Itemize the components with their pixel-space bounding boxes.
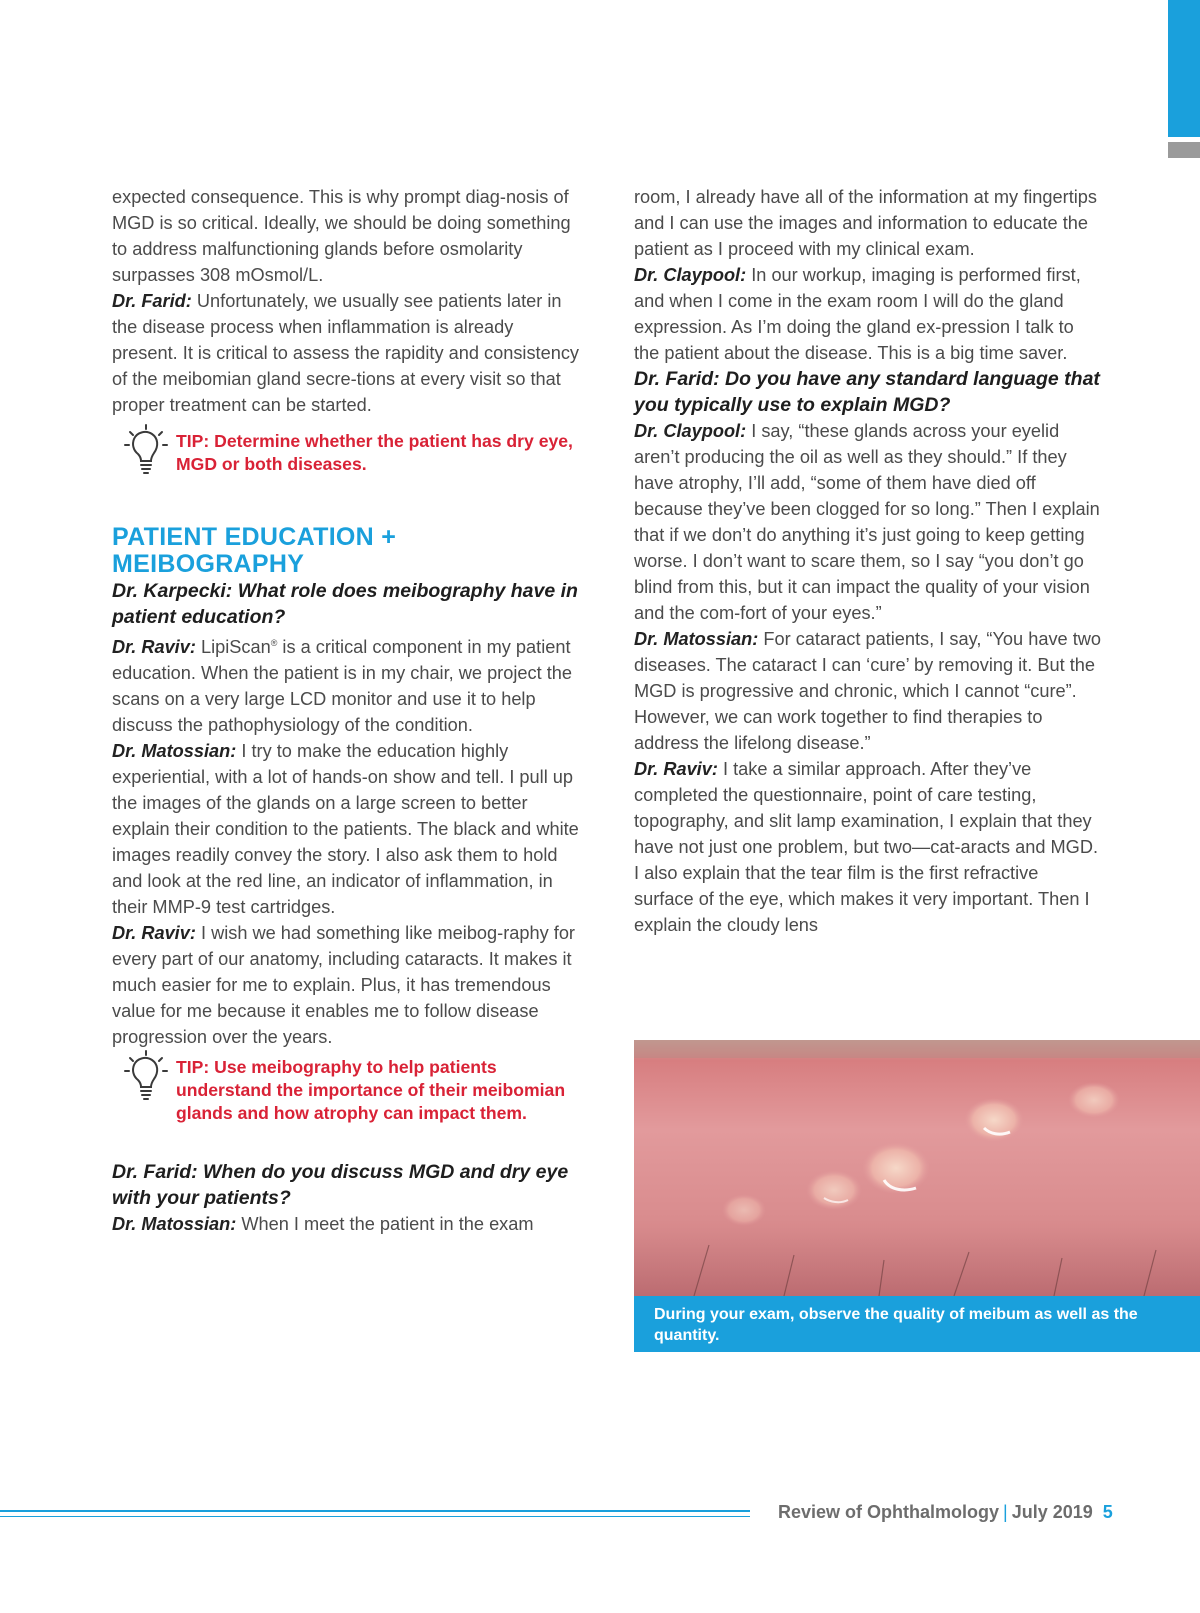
paragraph (112, 1211, 582, 1237)
lightbulb-icon (124, 1050, 168, 1104)
paragraph (112, 738, 582, 920)
paragraph (634, 626, 1102, 756)
edge-tab-gray (1168, 142, 1200, 158)
paragraph-text: is a critical component in my patient education. When the patient is in my chair, we project the scans on a very large LCD monitor and use it to help discuss the pathophysiology of the condition. (112, 637, 572, 736)
speaker-label: Dr. Raviv: (112, 637, 196, 658)
interview-question: Dr. Farid: Do you have any standard language that you typically use to explain MGD? (634, 368, 1100, 416)
publication-name: Review of Ophthalmology (778, 1502, 1000, 1522)
paragraph (634, 262, 1102, 366)
tip-box (112, 430, 582, 476)
paragraph-text: LipiScan (195, 637, 271, 658)
tip-text: TIP: Use meibography to help patients understand the importance of their meibomian glands and how atrophy can impact them. (176, 1057, 566, 1124)
tip-text: TIP: Determine whether the patient has dry eye, MGD or both diseases. (176, 431, 573, 474)
paragraph: room, I already have all of the information at my fingertips and I can use the images and information to educate the patient as I proceed with my clinical exam. (634, 187, 1097, 259)
paragraph-text: For cataract patients, I say, “You have two diseases. The cataract I can ‘cure’ by removing it. But the MGD is progressive and chronic, which I cannot “cure”. However, we can work together to find therapies to address the lifelong disease.” (634, 629, 1102, 753)
page-footer (778, 1502, 1113, 1523)
paragraph: expected consequence. This is why prompt diag-nosis of MGD is so critical. Ideally, we should be doing something to address malfunctioning glands before osmolarity surpasses 308 mOsmol/L. (112, 187, 571, 285)
interview-question: Dr. Karpecki: What role does meibography have in patient education? (112, 580, 578, 628)
paragraph (634, 418, 1102, 626)
paragraph (112, 288, 582, 418)
speaker-label: Dr. Raviv: (634, 759, 718, 779)
section-title (112, 524, 582, 578)
right-column (634, 184, 1102, 938)
paragraph-text: When I meet the patient in the exam (236, 1214, 534, 1235)
speaker-label: Dr. Matossian: (112, 1214, 237, 1235)
paragraph-text: I take a similar approach. After they’ve completed the questionnaire, point of care testing, topography, and slit lamp examination, I explain that they have not just one problem, but two—cat-aracts and MGD. I also explain that the tear film is the first refractive surface of the eye, which makes it very important. Then I explain the cloudy lens (634, 759, 1099, 935)
section-title-line: PATIENT EDUCATION + (112, 523, 397, 551)
issue-date: July 2019 (1011, 1502, 1093, 1522)
paragraph (112, 630, 582, 738)
speaker-label: Dr. Farid: (112, 291, 192, 311)
footer-rule (0, 1510, 750, 1512)
speaker-label: Dr. Matossian: (112, 741, 237, 762)
page-number: 5 (1102, 1502, 1113, 1522)
paragraph-text: I wish we had something like meibog-raphy for every part of our anatomy, including cataracts. It makes it much easier for me to explain. Plus, it has tremendous value for me because it enables me to follow disease progression over the years. (112, 923, 575, 1048)
speaker-label: Dr. Claypool: (634, 421, 747, 441)
paragraph-text: In our workup, imaging is performed first, and when I come in the exam room I will do the gland expression. As I’m doing the gland ex-pression I talk to the patient about the disease. This is a big time saver. (634, 265, 1081, 363)
tip-box (112, 1056, 582, 1125)
registered-mark: ® (270, 638, 278, 648)
photo-caption: During your exam, observe the quality of meibum as well as the quantity. (634, 1296, 1200, 1352)
speaker-label: Dr. Matossian: (634, 629, 759, 649)
footer-rule (0, 1516, 750, 1517)
edge-tab-blue (1168, 0, 1200, 137)
interview-question: Dr. Farid: When do you discuss MGD and dry eye with your patients? (112, 1161, 569, 1210)
paragraph (634, 756, 1102, 938)
speaker-label: Dr. Claypool: (634, 265, 747, 285)
section-title-line: MEIBOGRAPHY (112, 550, 305, 578)
speaker-label: Dr. Raviv: (112, 923, 196, 944)
paragraph (112, 920, 582, 1050)
footer-separator: | (1003, 1502, 1008, 1522)
paragraph-text: Unfortunately, we usually see patients later in the disease process when inflammation is already present. It is critical to assess the rapidity and consistency of the meibomian gland secre-tions at every visit so that proper treatment can be started. (112, 291, 580, 415)
paragraph-text: I say, “these glands across your eyelid aren’t producing the oil as well as they should.” If they have atrophy, I’ll add, “some of them have died off because they’ve been clogged for so long.” Then I explain that if we don’t do anything it’s just going to keep getting worse. I don’t want to scare them, so I say “you don’t go blind from this, but it can impact the quality of your vision and the com-fort of your eyes.” (634, 421, 1100, 623)
left-column (112, 184, 582, 1237)
lightbulb-icon (124, 424, 168, 478)
eyelid-photo (634, 1040, 1200, 1296)
paragraph-text: I try to make the education highly experiential, with a lot of hands-on show and tell. I pull up the images of the glands on a large screen to better explain their condition to the patients. The black and white images readily convey the story. I also ask them to hold and look at the red line, an indicator of inflammation, in their MMP-9 test cartridges. (112, 741, 579, 918)
